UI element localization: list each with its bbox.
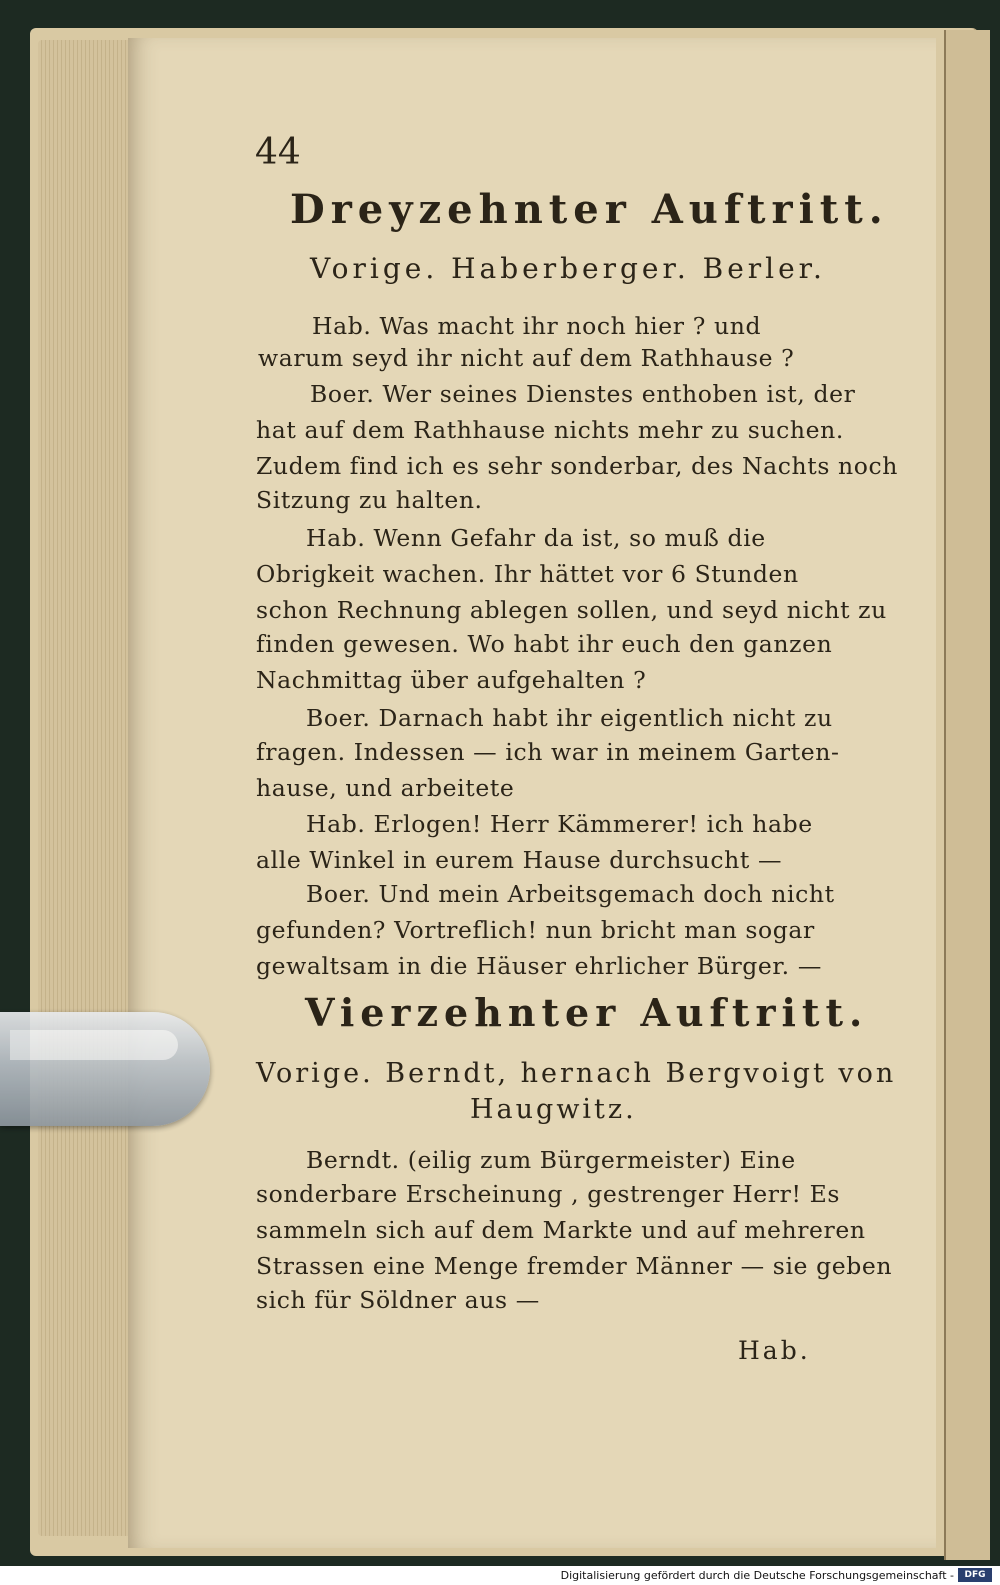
scene-14-heading: Vierzehnter Auftritt. [305,990,869,1035]
scene-13-heading: Dreyzehnter Auftritt. [290,186,889,233]
page-clip [0,1012,210,1126]
text-line: hat auf dem Rathhause nichts mehr zu suchen. [256,416,844,444]
page-number: 44 [255,132,301,173]
text-line: schon Rechnung ablegen sollen, und seyd nicht zu [256,596,887,624]
text-line: Berndt. (eilig zum Bürgermeister) Eine [306,1146,796,1174]
footer-credit: Digitalisierung gefördert durch die Deutsche Forschungsgemeinschaft - [560,1569,954,1582]
catchword: Hab. [738,1336,811,1365]
text-line: Boer. Wer seines Dienstes enthoben ist, der [310,380,856,408]
text-line: Obrigkeit wachen. Ihr hättet vor 6 Stunden [256,560,799,588]
dfg-logo: DFG [958,1568,992,1582]
text-line: fragen. Indessen — ich war in meinem Garten- [256,738,840,766]
text-line: sonderbare Erscheinung , gestrenger Herr! Es [256,1180,840,1208]
text-line: Strassen eine Menge fremder Männer — sie geben [256,1252,893,1280]
text-line: gefunden? Vortreflich! nun bricht man sogar [256,916,815,944]
facing-page-edge [944,30,990,1560]
scene-14-characters-continued: Haugwitz. [470,1094,637,1125]
clip-highlight [10,1030,178,1060]
text-line: Hab. Erlogen! Herr Kämmerer! ich habe [306,810,813,838]
text-line: Nachmittag über aufgehalten ? [256,666,647,694]
text-line: alle Winkel in eurem Hause durchsucht — [256,846,783,874]
text-line: warum seyd ihr nicht auf dem Rathhause ? [258,344,795,372]
text-line: hause, und arbeitete [256,774,515,802]
text-line: Boer. Und mein Arbeitsgemach doch nicht [306,880,835,908]
text-line: finden gewesen. Wo habt ihr euch den ganzen [256,630,833,658]
text-line: Sitzung zu halten. [256,486,483,514]
text-line: sammeln sich auf dem Markte und auf mehreren [256,1216,866,1244]
scene-14-characters: Vorige. Berndt, hernach Bergvoigt von [256,1058,897,1089]
page-stack [38,40,134,1536]
text-line: gewaltsam in die Häuser ehrlicher Bürger. — [256,952,822,980]
text-line: sich für Söldner aus — [256,1286,540,1314]
text-line: Zudem find ich es sehr sonderbar, des Nachts noch [256,452,899,480]
text-line: Hab. Wenn Gefahr da ist, so muß die [306,524,766,552]
scene-13-characters: Vorige. Haberberger. Berler. [310,252,826,285]
text-line: Hab. Was macht ihr noch hier ? und [312,312,762,340]
text-line: Boer. Darnach habt ihr eigentlich nicht zu [306,704,833,732]
